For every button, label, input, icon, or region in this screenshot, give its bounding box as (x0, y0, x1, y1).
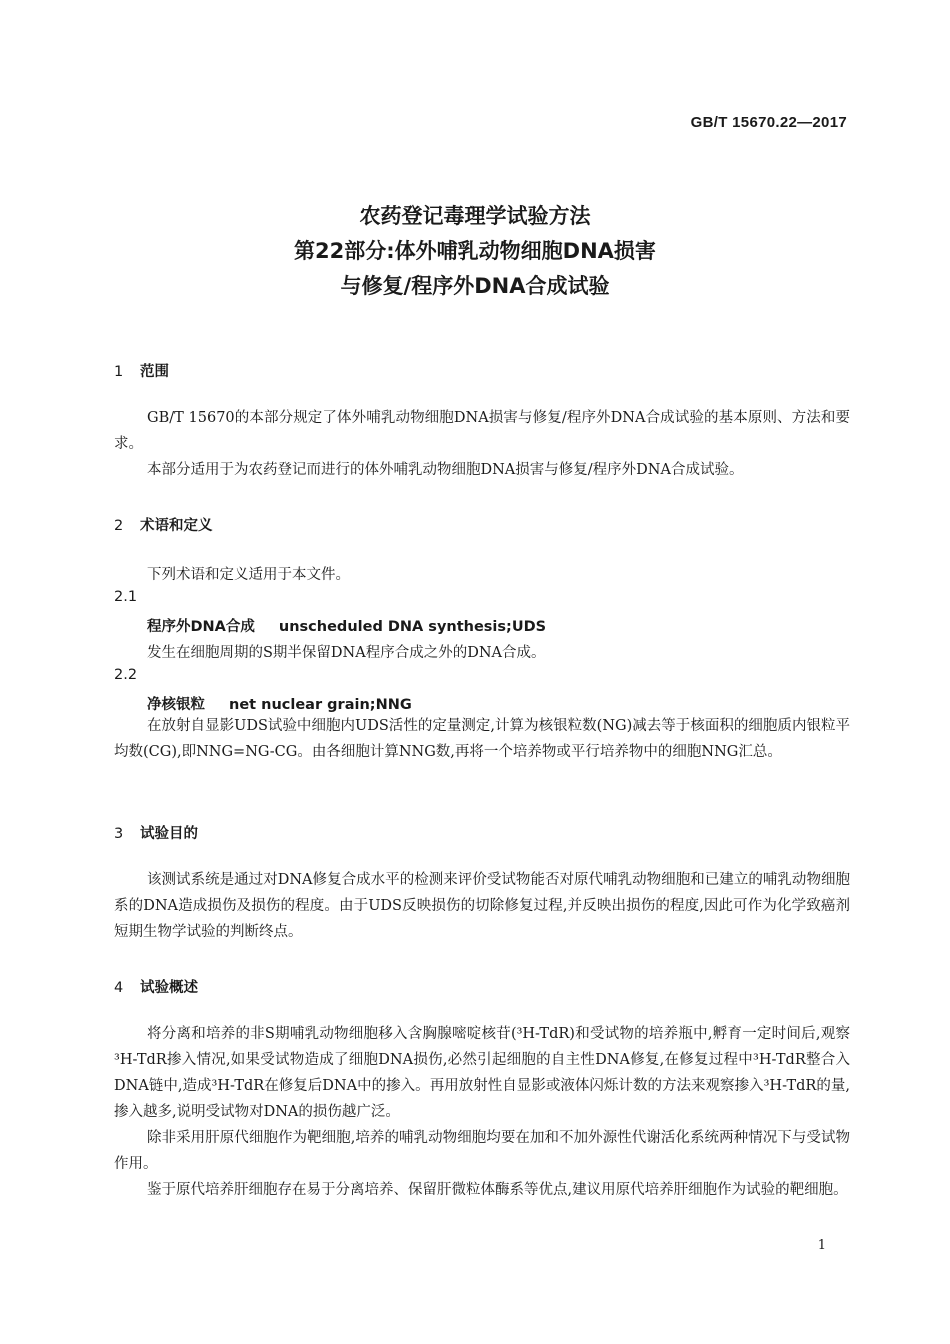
section-4-paragraph-1: 将分离和培养的非S期哺乳动物细胞移入含胸腺嘧啶核苷(³H-TdR)和受试物的培养瓶中,孵育一定时间后,观察³H-TdR掺入情况,如果受试物造成了细胞DNA损伤,必然引起细胞的自主性DNA修复,在修复过程中³H-TdR整合入DNA链中,造成³H-TdR在修复后DNA中的掺入。再用放射性自显影或液体闪烁计数的方法来观察掺入³H-TdR的量,掺入越多,说明受试物对DNA的损伤越广泛。 (114, 1026, 850, 1120)
section-4-paragraph-3: 鉴于原代培养肝细胞存在易于分离培养、保留肝微粒体酶系等优点,建议用原代培养肝细胞作为试验的靶细胞。 (147, 1182, 848, 1198)
title-line-2: 第22部分:体外哺乳动物细胞DNA损害 (294, 239, 656, 263)
section-number: 4 (114, 980, 124, 996)
section-number: 2 (114, 518, 124, 534)
section-3-paragraph-1: 该测试系统是通过对DNA修复合成水平的检测来评价受试物能否对原代哺乳动物细胞和已建立的哺乳动物细胞系的DNA造成损伤及损伤的程度。由于UDS反映损伤的切除修复过程,并反映出损伤的程度,因此可作为化学致癌剂短期生物学试验的判断终点。 (114, 872, 850, 940)
section-number: 3 (114, 826, 124, 842)
section-title: 范围 (140, 364, 169, 380)
standard-code: GB/T 15670.22—2017 (690, 114, 847, 131)
term-chinese: 程序外DNA合成 (147, 619, 255, 635)
section-2-heading (114, 514, 213, 535)
title-line-3: 与修复/程序外DNA合成试验 (340, 274, 610, 298)
section-title: 试验目的 (140, 826, 198, 842)
section-1-heading (114, 360, 169, 381)
clause-number: 2.2 (114, 667, 138, 683)
term-definition: 发生在细胞周期的S期半保留DNA程序合成之外的DNA合成。 (147, 645, 546, 661)
section-number: 1 (114, 364, 124, 380)
clause-number: 2.1 (114, 589, 138, 605)
term-english: unscheduled DNA synthesis;UDS (278, 619, 547, 635)
term-chinese: 净核银粒 (147, 697, 205, 713)
section-1-paragraph-1: GB/T 15670的本部分规定了体外哺乳动物细胞DNA损害与修复/程序外DNA合成试验的基本原则、方法和要求。 (114, 410, 850, 452)
section-title: 术语和定义 (140, 518, 213, 534)
section-title: 试验概述 (140, 980, 198, 996)
page-number: 1 (817, 1238, 826, 1253)
term-english: net nuclear grain;NNG (229, 697, 412, 713)
section-1-paragraph-2: 本部分适用于为农药登记而进行的体外哺乳动物细胞DNA损害与修复/程序外DNA合成试验。 (147, 462, 744, 478)
title-line-1: 农药登记毒理学试验方法 (359, 204, 591, 228)
section-4-paragraph-2: 除非采用肝原代细胞作为靶细胞,培养的哺乳动物细胞均要在加和不加外源性代谢活化系统两种情况下与受试物作用。 (114, 1130, 850, 1172)
section-4-heading (114, 976, 198, 997)
term-definition: 在放射自显影UDS试验中细胞内UDS活性的定量测定,计算为核银粒数(NG)减去等于核面积的细胞质内银粒平均数(CG),即NNG=NG-CG。由各细胞计算NNG数,再将一个培养物或平行培养物中的细胞NNG汇总。 (114, 718, 850, 760)
section-3-heading (114, 822, 198, 843)
terms-intro: 下列术语和定义适用于本文件。 (147, 567, 350, 583)
term-heading (147, 693, 412, 714)
term-heading (147, 615, 546, 636)
